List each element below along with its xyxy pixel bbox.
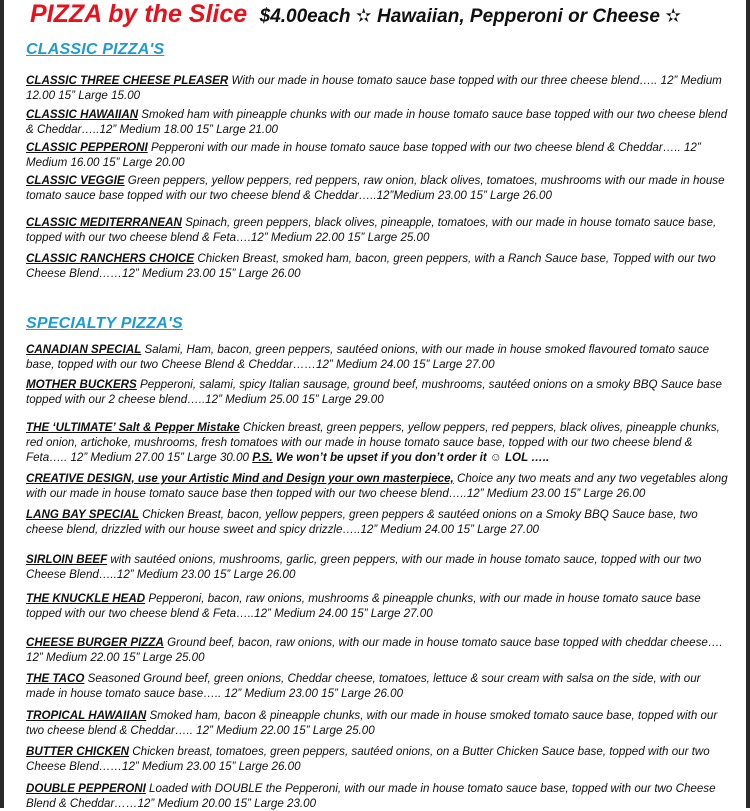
menu-item <box>26 591 732 621</box>
slice-price-line: $4.00each ✫ Hawaiian, Pepperoni or Cheese ✫ <box>259 6 682 27</box>
item-description: Pepperoni with our made in house tomato sauce base topped with our two cheese blend & Cheddar….. 12” Medium 16.00 15” Large 20.00 <box>26 141 701 169</box>
menu-item <box>26 471 732 501</box>
item-description: Chicken breast, green peppers, yellow peppers, red peppers, black olives, pineapple chunks, red onion, artichoke, mushrooms, fresh tomatoes with our made in house tomato sauce base, topped with our two cheese blend & Feta….. 12” Medium 27.00 15” Large 30.00 <box>26 421 720 464</box>
item-description: Spinach, green peppers, black olives, pineapple, tomatoes, with our made in house tomato sauce base, topped with our two cheese blend & Feta….12” Medium 22.00 15” Large 25.00 <box>26 216 717 244</box>
item-description: Chicken breast, tomatoes, green peppers, sautéed onions, on a Butter Chicken Sauce base, topped with our two Cheese Blend……12” Medium 23.00 15” Large 26.00 <box>26 745 710 773</box>
classic-heading: CLASSIC PIZZA'S <box>26 41 165 58</box>
item-description: Seasoned Ground beef, green onions, Cheddar cheese, tomatoes, lettuce & sour cream with salsa on the side, with our made in house tomato sauce base….. 12” Medium 23.00 15” Large 26.00 <box>26 672 701 700</box>
item-name: CANADIAN SPECIAL <box>26 343 142 356</box>
item-name: CLASSIC MEDITERRANEAN <box>26 216 182 229</box>
item-description: With our made in house tomato sauce base topped with our three cheese blend….. 12” Medium 12.00 15” Large 15.00 <box>26 74 722 102</box>
item-description: with sautéed onions, mushrooms, garlic, green peppers, with our made in house tomato sauce, topped with our two Cheese Blend…..12” Medium 23.00 15” Large 26.00 <box>26 553 702 581</box>
item-name: BUTTER CHICKEN <box>26 745 130 758</box>
menu-item <box>26 215 732 245</box>
menu-item <box>26 107 732 137</box>
item-description: Chicken Breast, smoked ham, bacon, green peppers, with a Ranch Sauce base, Topped with our two Cheese Blend……12” Medium 23.00 15” Large 26.00 <box>26 252 716 280</box>
menu-item <box>26 140 732 170</box>
item-name: TROPICAL HAWAIIAN <box>26 709 147 722</box>
item-name: CREATIVE DESIGN, use your Artistic Mind and Design your own masterpiece, <box>26 472 454 485</box>
menu-item <box>26 671 732 701</box>
menu-item <box>26 635 732 665</box>
item-description: Green peppers, yellow peppers, red peppers, raw onion, black olives, tomatoes, mushrooms with our made in house tomato sauce base topped with our two cheese blend & Cheddar…..12”Medium 23.00 15” Large 26.00 <box>26 174 725 202</box>
item-name: CLASSIC PEPPERONI <box>26 141 148 154</box>
menu-title-row <box>30 0 681 29</box>
item-description: Chicken Breast, bacon, yellow peppers, green peppers & sautéed onions on a Smoky BBQ Sauce base, two cheese blend, drizzled with our house sweet and spicy drizzle…..12” Medium 24.00 15” Large 27.00 <box>26 508 698 536</box>
item-description: Ground beef, bacon, raw onions, with our made in house tomato sauce base topped with cheddar cheese…. 12” Medium 22.00 15” Large 25.00 <box>26 636 723 664</box>
ps-note <box>252 451 549 464</box>
item-description: Choice any two meats and any two vegetables along with our made in house tomato sauce base then topped with our two cheese blend…..12” Medium 23.00 15” Large 26.00 <box>26 472 728 500</box>
menu-item <box>26 744 732 774</box>
item-description: Loaded with DOUBLE the Pepperoni, with our made in house tomato sauce base, topped with our two Cheese Blend & Cheddar……12” Medium 20.00 15” Large 23.00 <box>26 782 716 810</box>
menu-item <box>26 377 732 407</box>
item-description: Salami, Ham, bacon, green peppers, sautéed onions, with our made in house smoked flavoured tomato sauce base, topped with our two Cheese Blend & Cheddar……12” Medium 24.00 15” Large 27.00 <box>26 343 710 371</box>
item-name: THE TACO <box>26 672 85 685</box>
menu-item <box>26 507 732 537</box>
item-name: CLASSIC HAWAIIAN <box>26 108 139 121</box>
ps-label: P.S. <box>252 451 273 464</box>
item-name: MOTHER BUCKERS <box>26 378 137 391</box>
item-description: Smoked ham, bacon & pineapple chunks, with our made in house smoked tomato sauce base, topped with our two cheese blend & Cheddar….. 12” Medium 22.00 15” Large 25.00 <box>26 709 718 737</box>
menu-item <box>26 781 732 811</box>
item-description: Pepperoni, salami, spicy Italian sausage, ground beef, mushrooms, sautéed onions on a smoky BBQ Sauce base topped with our 2 cheese blend…..12” Medium 25.00 15” Large 29.00 <box>26 378 722 406</box>
item-name: CLASSIC VEGGIE <box>26 174 125 187</box>
item-name: CHEESE BURGER PIZZA <box>26 636 164 649</box>
menu-item <box>26 552 732 582</box>
right-border <box>746 0 750 808</box>
item-name: THE ‘ULTIMATE’ Salt & Pepper Mistake <box>26 421 240 434</box>
item-description: Smoked ham with pineapple chunks with our made in house tomato sauce base topped with our two cheese blend & Cheddar…..12” Medium 18.00 15” Large 21.00 <box>26 108 728 136</box>
menu-item <box>26 173 732 203</box>
menu-item <box>26 420 732 465</box>
menu-item <box>26 708 732 738</box>
ps-text: We won’t be upset if you don’t order it ☺ LOL ….. <box>272 451 550 464</box>
item-name: LANG BAY SPECIAL <box>26 508 139 521</box>
item-description: Pepperoni, bacon, raw onions, mushrooms & pineapple chunks, with our made in house tomato sauce base topped with our two cheese blend & Feta…..12” Medium 24.00 15” Large 27.00 <box>26 592 701 620</box>
specialty-heading: SPECIALTY PIZZA'S <box>26 315 183 332</box>
item-name: DOUBLE PEPPERONI <box>26 782 146 795</box>
menu-title: PIZZA by the Slice <box>30 0 248 28</box>
menu-item <box>26 342 732 372</box>
menu-item <box>26 73 732 103</box>
item-name: THE KNUCKLE HEAD <box>26 592 146 605</box>
item-name: CLASSIC RANCHERS CHOICE <box>26 252 195 265</box>
left-border <box>0 0 4 808</box>
menu-item <box>26 251 732 281</box>
item-name: CLASSIC THREE CHEESE PLEASER <box>26 74 229 87</box>
item-name: SIRLOIN BEEF <box>26 553 108 566</box>
